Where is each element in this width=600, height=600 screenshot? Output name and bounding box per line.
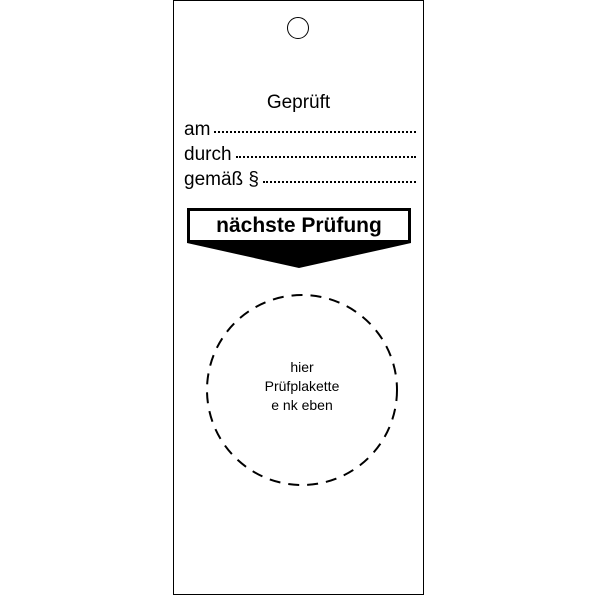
tag-title: Geprüft [266,92,331,113]
field-date [184,119,416,141]
field-date-dotted-line [214,131,416,133]
field-regulation-dotted-line [263,181,416,183]
next-inspection-banner: nächste Prüfung [187,208,411,243]
sticker-instruction-line-2: Prüfplakette [264,378,340,394]
field-inspector-label: durch [184,144,232,165]
field-date-label: am [184,119,211,140]
punch-hole-icon [287,17,309,39]
field-regulation [184,169,416,191]
field-inspector [184,144,416,166]
field-inspector-dotted-line [236,156,416,158]
sticker-instruction-line-1: hier [290,359,314,375]
field-regulation-label: gemäß § [184,169,259,190]
sticker-instruction [205,358,399,415]
sticker-instruction-line-3: e nk eben [271,397,333,413]
down-arrow-icon [187,240,411,268]
